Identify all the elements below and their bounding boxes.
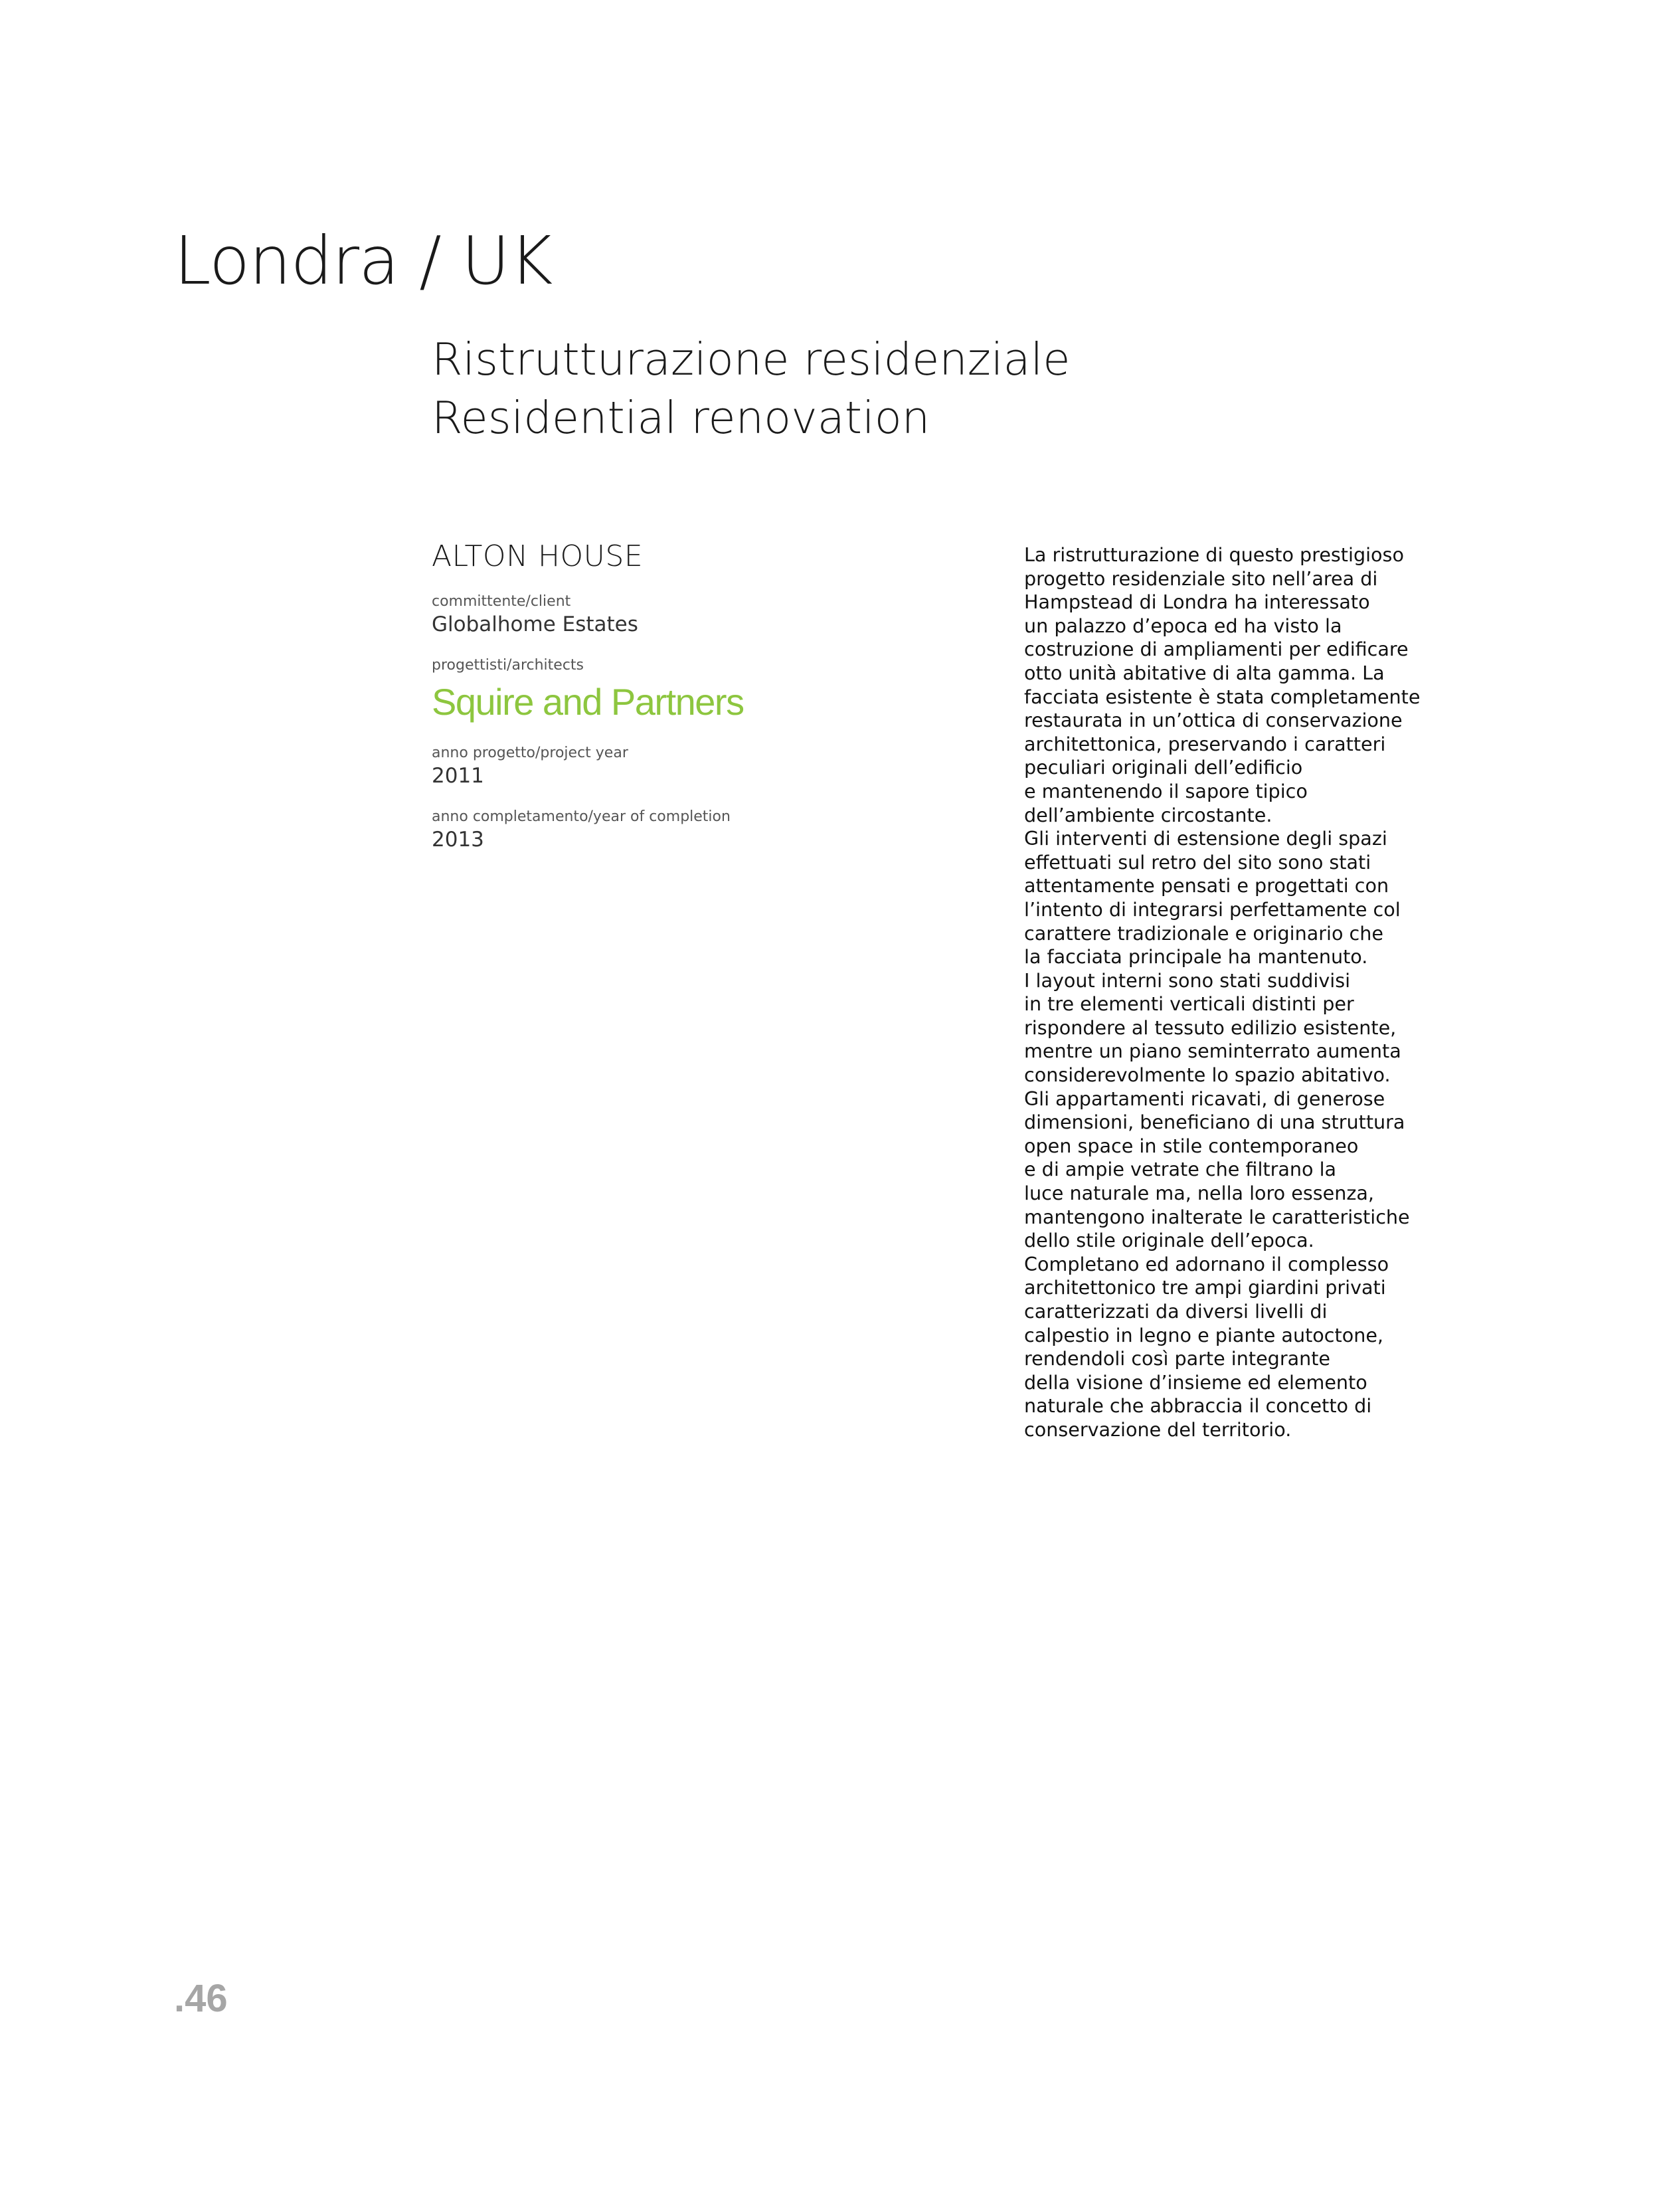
description-line: e di ampie vetrate che filtrano la <box>1024 1158 1337 1181</box>
description-line: un palazzo d’epoca ed ha visto la <box>1024 614 1342 637</box>
architects-block <box>432 656 897 725</box>
project-year-block <box>432 744 897 789</box>
description-line: l’intento di integrarsi perfettamente col <box>1024 897 1401 921</box>
description-line: calpestio in legno e piante autoctone, <box>1024 1323 1384 1346</box>
description-line: rendendoli così parte integrante <box>1024 1347 1331 1370</box>
architects-label: progettisti/architects <box>432 657 584 674</box>
description-line: open space in stile contemporaneo <box>1024 1134 1359 1157</box>
description-line: e mantenendo il sapore tipico <box>1024 779 1308 802</box>
completion-year-value: 2013 <box>432 828 484 852</box>
description-line: costruzione di ampliamenti per edificare <box>1024 638 1409 661</box>
client-label: committente/client <box>432 593 571 610</box>
description-line: restaurata in un’ottica di conservazione <box>1024 709 1403 732</box>
description-line: conservazione del territorio. <box>1024 1418 1292 1441</box>
description-line: otto unità abitative di alta gamma. La <box>1024 661 1385 684</box>
description-line: effettuati sul retro del sito sono stati <box>1024 850 1371 874</box>
description-text <box>1024 543 1423 1442</box>
description-line: peculiari originali dell’edificio <box>1024 756 1303 779</box>
description-line: dimensioni, beneficiano di una struttura <box>1024 1111 1405 1134</box>
description-line: Gli interventi di estensione degli spazi <box>1024 827 1387 850</box>
description-line: La ristrutturazione di questo prestigioso <box>1024 543 1404 566</box>
description-line: mentre un piano seminterrato aumenta <box>1024 1040 1401 1063</box>
description-line: attentamente pensati e progettati con <box>1024 874 1389 897</box>
client-value: Globalhome Estates <box>432 612 638 636</box>
description-line: in tre elementi verticali distinti per <box>1024 992 1354 1016</box>
description-line: luce naturale ma, nella loro essenza, <box>1024 1182 1374 1205</box>
description-line: I layout interni sono stati suddivisi <box>1024 968 1351 992</box>
description-line: naturale che abbraccia il concetto di <box>1024 1394 1372 1418</box>
description-line: dell’ambiente circostante. <box>1024 803 1272 826</box>
description-line: Completano ed adornano il complesso <box>1024 1252 1389 1275</box>
project-info <box>432 538 897 872</box>
subtitle-english: Residential renovation <box>432 392 930 444</box>
description-line: rispondere al tessuto edilizio esistente, <box>1024 1016 1397 1039</box>
architects-logo: Squire and Partners <box>432 681 744 723</box>
completion-year-label: anno completamento/year of completion <box>432 808 731 825</box>
page-title: Londra / UK <box>174 222 553 300</box>
project-year-value: 2011 <box>432 764 484 788</box>
subtitle <box>432 330 1070 447</box>
project-year-label: anno progetto/project year <box>432 745 628 761</box>
description-line: la facciata principale ha mantenuto. <box>1024 945 1368 968</box>
page-number: .46 <box>174 1977 228 2020</box>
completion-year-block <box>432 808 897 853</box>
description-line: caratterizzati da diversi livelli di <box>1024 1300 1328 1323</box>
description-line: considerevolmente lo spazio abitativo. <box>1024 1063 1391 1087</box>
description-line: facciata esistente è stata completamente <box>1024 685 1421 708</box>
description-line: della visione d’insieme ed elemento <box>1024 1370 1367 1394</box>
description-line: carattere tradizionale e originario che <box>1024 921 1383 945</box>
project-name: ALTON HOUSE <box>432 539 644 573</box>
client-block <box>432 593 897 638</box>
subtitle-italian: Ristrutturazione residenziale <box>432 333 1071 385</box>
description-line: architettonica, preservando i caratteri <box>1024 732 1386 755</box>
description-line: architettonico tre ampi giardini privati <box>1024 1276 1386 1299</box>
description-line: dello stile originale dell’epoca. <box>1024 1229 1314 1252</box>
description-line: Gli appartamenti ricavati, di generose <box>1024 1087 1385 1110</box>
description-line: Hampstead di Londra ha interessato <box>1024 591 1370 614</box>
description-line: progetto residenziale sito nell’area di <box>1024 567 1378 590</box>
description-line: mantengono inalterate le caratteristiche <box>1024 1205 1410 1228</box>
